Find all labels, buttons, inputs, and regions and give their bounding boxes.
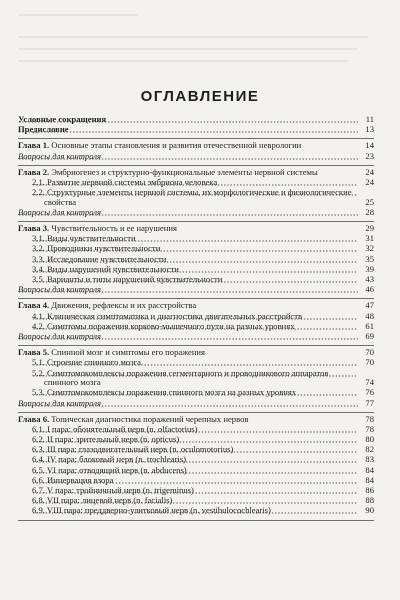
entry-title: 6.8. VII пара: лицевой нерв (n. facialis) — [32, 496, 358, 506]
chapter-title — [18, 415, 358, 425]
toc-entry[interactable] — [18, 255, 374, 265]
toc-entry[interactable] — [18, 445, 374, 455]
page-number: 70 — [365, 357, 374, 368]
page-number: 11 — [365, 114, 374, 124]
page-number: 82 — [365, 444, 374, 455]
chapter-label: Глава 3. — [18, 223, 50, 234]
entry-title: 5.3. Симптомокомплексы поражения спинного мозга на разных уровнях — [32, 388, 358, 398]
chapter-text: Спинной мозг и симптомы его поражения — [49, 347, 205, 358]
review-questions-label: Вопросы для контроля — [18, 332, 358, 342]
toc-section — [18, 222, 374, 299]
toc-entry[interactable] — [18, 388, 374, 398]
page-number: 77 — [365, 397, 374, 408]
page-number: 88 — [365, 495, 374, 506]
entry-title: 3.4. Виды нарушений чувствительности — [32, 265, 358, 275]
entry-title: 6.4. IV пара: блоковый нерв (n. trochlearis) — [32, 455, 358, 465]
toc-entry[interactable] — [18, 415, 374, 425]
chapter-text: Движения, рефлексы и их расстройства — [49, 300, 197, 311]
toc-entry[interactable] — [18, 348, 374, 358]
page-number: 28 — [365, 206, 374, 217]
page-number: 86 — [365, 485, 374, 495]
page-number: 83 — [365, 454, 374, 465]
bleed-through-line — [18, 36, 368, 38]
page-number: 43 — [365, 274, 374, 285]
entry-title: 6.6. Иннервация взора — [32, 476, 358, 486]
toc-entry[interactable] — [18, 496, 374, 506]
entry-title: Условные сокращения — [18, 115, 358, 125]
toc-entry[interactable] — [18, 265, 374, 275]
page-number: 74 — [365, 377, 374, 388]
page-number: 84 — [365, 474, 374, 485]
entry-title: 6.9. VIII пара: преддверно-улитковый нерв (n. vestibulocochlearis) — [32, 506, 358, 516]
bleed-through-line — [18, 48, 358, 50]
chapter-text: Основные этапы становления и развития отечественной неврологии — [49, 140, 302, 151]
toc-section — [18, 299, 374, 346]
review-questions-label: Вопросы для контроля — [18, 208, 358, 218]
page-number: 32 — [365, 243, 374, 254]
page-number: 78 — [365, 423, 374, 434]
chapter-label: Глава 2. — [18, 166, 50, 177]
toc-entry[interactable] — [18, 208, 374, 218]
page-number: 14 — [365, 140, 374, 151]
review-questions-label: Вопросы для контроля — [18, 399, 358, 409]
page-title: ОГЛАВЛЕНИЕ — [140, 88, 260, 105]
page-number: 61 — [365, 320, 374, 331]
toc-entry[interactable] — [18, 476, 374, 486]
bleed-through-line — [18, 60, 348, 62]
page-number: 24 — [365, 166, 374, 177]
entry-title: 2.1. Развитие нервной системы эмбриона человека — [32, 178, 358, 188]
entry-title: 4.2. Симптомы поражения корково-мышечного пути на разных уровнях — [32, 322, 358, 332]
chapter-title — [18, 224, 358, 234]
entry-title: 6.3. III пара: глазодвигательный нерв (n. oculomotorius) — [32, 445, 358, 455]
page-number: 31 — [365, 233, 374, 244]
toc-entry[interactable] — [18, 188, 374, 207]
toc-entry[interactable] — [18, 285, 374, 295]
entry-title: 3.5. Варианты и типы нарушений чувствительности — [32, 275, 358, 285]
toc-entry[interactable] — [18, 435, 374, 445]
page-number: 47 — [365, 300, 374, 311]
toc-entry[interactable] — [18, 301, 374, 311]
page-number: 78 — [365, 413, 374, 424]
chapter-text: Топическая диагностика поражений черепных нервов — [49, 413, 249, 424]
table-of-contents — [18, 113, 374, 521]
page-number: 25 — [365, 196, 374, 207]
toc-entry[interactable] — [18, 275, 374, 285]
entry-title: 4.1. Клиническая симптоматика и диагностика двигательных расстройств — [32, 312, 358, 322]
chapter-title — [18, 168, 358, 178]
toc-entry[interactable] — [18, 358, 374, 368]
page-number: 13 — [365, 124, 374, 135]
page-number: 29 — [365, 223, 374, 234]
review-questions-label: Вопросы для контроля — [18, 285, 358, 295]
chapter-text: Чувствительность и ее нарушения — [49, 223, 177, 234]
toc-entry[interactable] — [18, 224, 374, 234]
page-number: 69 — [365, 330, 374, 341]
toc-section — [18, 113, 374, 139]
toc-entry[interactable] — [18, 168, 374, 178]
toc-entry[interactable] — [18, 506, 374, 516]
toc-section — [18, 166, 374, 222]
toc-entry[interactable] — [18, 125, 374, 135]
entry-title: 3.1. Виды чувствительности — [32, 234, 358, 244]
bleed-through-line — [18, 14, 138, 16]
toc-entry[interactable] — [18, 399, 374, 409]
toc-entry[interactable] — [18, 244, 374, 254]
toc-entry[interactable] — [18, 486, 374, 496]
toc-entry[interactable] — [18, 141, 374, 151]
page-number: 76 — [365, 387, 374, 398]
review-questions-label: Вопросы для контроля — [18, 152, 358, 162]
toc-section — [18, 413, 374, 521]
chapter-label: Глава 4. — [18, 300, 50, 311]
toc-entry[interactable] — [18, 332, 374, 342]
toc-entry[interactable] — [18, 115, 374, 125]
chapter-label: Глава 6. — [18, 413, 50, 424]
entry-title: 3.3. Исследование чувствительности — [32, 255, 358, 265]
chapter-title — [18, 301, 358, 311]
page-number: 80 — [365, 434, 374, 445]
chapter-label: Глава 5. — [18, 347, 50, 358]
page-number: 48 — [365, 310, 374, 321]
toc-entry[interactable] — [18, 178, 374, 188]
toc-entry[interactable] — [18, 322, 374, 332]
page-number: 84 — [365, 464, 374, 475]
entry-title: 5.1. Строение спинного мозга — [32, 358, 358, 368]
toc-entry[interactable] — [18, 369, 374, 388]
entry-title: 6.2. II пара: зрительный нерв (n. opticus) — [32, 435, 358, 445]
entry-title: 5.2. Симптомокомплексы поражения сегментарного и проводникового аппаратов спинного мозга — [32, 369, 358, 388]
toc-section — [18, 346, 374, 413]
entry-title: 2.2. Структурные элементы нервной системы, их морфологические и физиологические свойства — [32, 188, 358, 207]
page-number: 35 — [365, 253, 374, 264]
chapter-title — [18, 348, 358, 358]
page-number: 39 — [365, 263, 374, 274]
entry-title: 6.7. V пара: тройничный нерв (n. trigeminus) — [32, 486, 358, 496]
toc-entry[interactable] — [18, 466, 374, 476]
toc-entry[interactable] — [18, 152, 374, 162]
toc-entry[interactable] — [18, 455, 374, 465]
chapter-label: Глава 1. — [18, 140, 50, 151]
page-number: 46 — [365, 284, 374, 295]
page-number: 70 — [365, 347, 374, 358]
entry-title: 3.2. Проводники чувствительности — [32, 244, 358, 254]
page-number: 23 — [365, 150, 374, 161]
chapter-title — [18, 141, 358, 151]
toc-entry[interactable] — [18, 234, 374, 244]
toc-entry[interactable] — [18, 312, 374, 322]
page-number: 90 — [365, 505, 374, 516]
entry-title: 6.5. VI пара: отводящий нерв (n. abducens) — [32, 466, 358, 476]
entry-title: Предисловие — [18, 125, 358, 135]
toc-entry[interactable] — [18, 425, 374, 435]
chapter-text: Эмбриогенез и структурно-функциональные элементы нервной системы — [49, 166, 318, 177]
page-number: 24 — [365, 176, 374, 187]
entry-title: 6.1. I пара: обонятельный нерв (n. olfactorius) — [32, 425, 358, 435]
toc-section — [18, 139, 374, 165]
